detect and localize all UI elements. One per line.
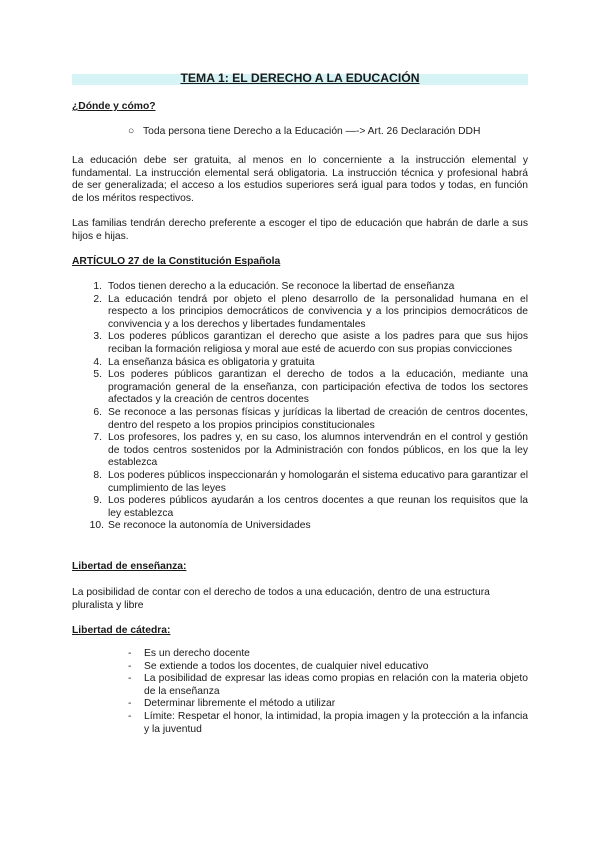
list-item-text: Límite: Respetar el honor, la intimidad, la propia imagen y la protección a la infancia y la juventud xyxy=(144,710,528,735)
list-item xyxy=(128,711,528,736)
list-number: 8. xyxy=(93,469,102,481)
list-number: 6. xyxy=(93,406,102,418)
list-item-text: Los poderes públicos ayudarán a los centros docentes a que reunan los requisitos que la ley establezca xyxy=(108,495,528,519)
heading-libertad-catedra: Libertad de cátedra: xyxy=(72,625,171,636)
list-item xyxy=(128,648,528,661)
list-item xyxy=(72,369,528,407)
list-item-text: La educación tendrá por objeto el pleno desarrollo de la personalidad humana en el respecto a los principios democráticos de convivencia y a los principios democráticos de convivencia y a los derechos y libertades fundamentales xyxy=(108,293,528,330)
list-item-text: Los poderes públicos garantizan el derecho de todos a la educación, mediante una programación general de la enseñanza, con participación efectiva de todos los sectores afectados y la creación de centros docentes xyxy=(108,369,528,406)
paragraph-gratuita: La educación debe ser gratuita, al menos en lo concerniente a la instrucción elemental y fundamental. La instrucción elemental será obligatoria. La instrucción técnica y profesional habrá de ser generalizada; el acceso a los estudios superiores será igual para todos y todas, en función de los méritos respectivos. xyxy=(72,155,528,204)
list-item xyxy=(72,357,528,370)
list-number: 7. xyxy=(93,432,102,444)
list-number: 3. xyxy=(93,331,102,343)
list-item xyxy=(128,698,528,711)
dash-bullet-icon: - xyxy=(128,673,132,685)
list-item xyxy=(72,495,528,520)
list-item-text: Los poderes públicos inspeccionarán y homologarán el sistema educativo para garantizar el cumplimiento de las leyes xyxy=(108,469,528,494)
paragraph-libertad-ensenanza: La posibilidad de contar con el derecho de todos a una educación, dentro de una estructura pluralista y libre xyxy=(72,587,490,611)
heading-donde-como: ¿Dónde y cómo? xyxy=(72,101,156,112)
list-item-text: Los poderes públicos garantizan el derecho que asiste a los padres para que sus hijos reciban la formación religiosa y moral aue esté de acuerdo con sus propias convicciones xyxy=(108,331,528,355)
list-item xyxy=(72,331,528,356)
list-item xyxy=(72,281,528,294)
dash-bullet-icon: - xyxy=(128,698,132,710)
list-number: 4. xyxy=(93,356,102,368)
circle-bullet-icon: ○ xyxy=(128,126,135,137)
list-item xyxy=(128,661,528,674)
list-item-text: Los profesores, los padres y, en su caso, los alumnos intervendrán en el control y gestión de todos centros sostenidos por la Administración con fondos públicos, en los que la ley establezca xyxy=(108,432,528,469)
list-number: 2. xyxy=(93,293,102,305)
list-item-text: Todos tienen derecho a la educación. Se reconoce la libertad de enseñanza xyxy=(108,281,455,292)
list-item-text: Se extiende a todos los docentes, de cualquier nivel educativo xyxy=(144,660,429,672)
page-title: TEMA 1: EL DERECHO A LA EDUCACIÓN xyxy=(72,72,528,85)
list-item-text: Es un derecho docente xyxy=(144,648,250,659)
list-number: 10. xyxy=(89,520,104,532)
dash-bullet-icon: - xyxy=(128,648,132,659)
paragraph-familias: Las familias tendrán derecho preferente a escoger el tipo de educación que habrán de darle a sus hijos e hijas. xyxy=(72,218,528,242)
heading-articulo-27: ARTÍCULO 27 de la Constitución Española xyxy=(72,256,281,267)
list-number: 9. xyxy=(93,495,102,507)
list-item-text: Se reconoce a las personas físicas y jurídicas la libertad de creación de centros docentes, dentro del respeto a los propios principios constitucionales xyxy=(108,406,528,431)
dash-bullet-icon: - xyxy=(128,710,132,722)
article-27-list xyxy=(72,281,528,533)
list-item-text: La posibilidad de expresar las ideas como propias en relación con la materia objeto de la enseñanza xyxy=(144,673,528,697)
list-item xyxy=(72,432,528,470)
libertad-catedra-list xyxy=(128,648,528,736)
heading-libertad-ensenanza: Libertad de enseñanza: xyxy=(72,561,187,572)
list-number: 5. xyxy=(93,369,102,381)
list-item xyxy=(128,673,528,698)
list-item-text: La enseñanza básica es obligatoria y gratuita xyxy=(108,356,315,368)
list-item xyxy=(72,407,528,432)
list-item xyxy=(72,520,528,533)
dash-bullet-icon: - xyxy=(128,660,132,672)
bullet-text: Toda persona tiene Derecho a la Educación —-> Art. 26 Declaración DDH xyxy=(143,126,481,137)
list-item-text: Determinar libremente el método a utilizar xyxy=(144,698,336,710)
list-item xyxy=(72,470,528,495)
list-item-text: Se reconoce la autonomía de Universidades xyxy=(108,520,311,532)
list-item xyxy=(72,294,528,332)
list-number: 1. xyxy=(93,281,102,292)
